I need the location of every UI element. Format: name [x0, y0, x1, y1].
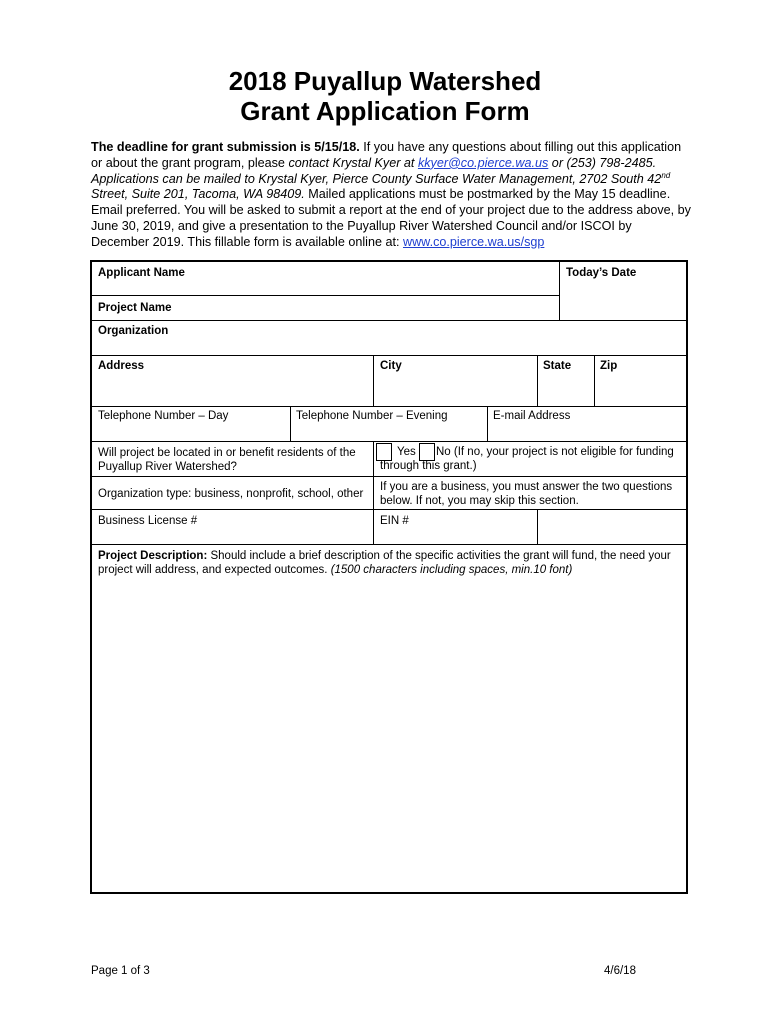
organization-label: Organization [98, 325, 169, 337]
telephone-day-field[interactable] [92, 424, 289, 440]
project-description-label: Project Description: [98, 550, 208, 562]
form-title-line-2: Grant Application Form [240, 96, 530, 126]
applicant-name-label: Applicant Name [98, 267, 185, 279]
project-description-note: (1500 characters including spaces, min.10 font) [330, 564, 573, 576]
todays-date-field[interactable] [561, 282, 685, 319]
city-field[interactable] [375, 374, 536, 405]
no-label: No (If no, your project is not eligible for funding through this grant.) [380, 446, 674, 472]
zip-field[interactable] [596, 374, 685, 405]
mailing-address-text-2: Street, Suite 201, Tacoma, WA 98409. [91, 187, 305, 202]
contact-email-link[interactable]: kkyer@co.pierce.wa.us [417, 155, 549, 170]
city-label: City [380, 360, 402, 372]
state-label: State [543, 360, 572, 372]
email-address-label: E-mail Address [493, 410, 571, 422]
todays-date-label: Today’s Date [566, 267, 637, 279]
telephone-day-label: Telephone Number – Day [98, 410, 229, 422]
business-license-field[interactable] [200, 511, 372, 543]
telephone-evening-field[interactable] [292, 424, 486, 440]
ordinal-suffix: nd [661, 170, 671, 180]
mailing-address-text: Applications can be mailed to Krystal Kyer, Pierce County Surface Water Management, 2702 South 42 [91, 171, 662, 186]
yes-label: Yes [397, 446, 416, 458]
watershed-question-label: Will project be located in or benefit residents of the Puyallup River Watershed? [98, 447, 356, 473]
organization-field[interactable] [92, 338, 686, 354]
project-description-text: Should include a brief description of the specific activities the grant will fund, the need your project will address, and expected outcomes. [98, 550, 671, 576]
organization-type-label: Organization type: business, nonprofit, school, other [98, 488, 364, 500]
contact-phone: or (253) 798-2485. [548, 155, 657, 170]
project-name-label: Project Name [98, 302, 172, 314]
intro-text-1: If you have any questions about filling out this application or about the grant program, please [91, 140, 682, 170]
page-number: Page 1 of 3 [91, 965, 150, 977]
project-name-field[interactable] [180, 297, 558, 319]
applicant-name-field[interactable] [92, 280, 558, 294]
business-note: If you are a business, you must answer the two questions below. If not, you may skip this section. [380, 481, 673, 507]
ein-label: EIN # [380, 515, 409, 527]
project-description-field[interactable] [93, 582, 685, 890]
project-description-prompt [98, 549, 678, 577]
telephone-evening-label: Telephone Number – Evening [296, 410, 448, 422]
ein-field[interactable] [414, 511, 536, 543]
email-address-field[interactable] [489, 424, 685, 440]
zip-label: Zip [600, 360, 618, 372]
business-license-label: Business License # [98, 515, 198, 527]
instructions-paragraph [91, 140, 691, 251]
state-field[interactable] [539, 374, 593, 405]
contact-text: contact Krystal Kyer at [288, 155, 418, 170]
intro-text-2: Mailed applications must be postmarked by the May 15 deadline. Email preferred. You will be asked to submit a report at the end of your project due to the address above, by June 30, 2019, and give a presentation to the Puyallup River Watershed Council and/or ISCOI by December 2019. This fillable form is available online at: [91, 187, 691, 249]
deadline-text: The deadline for grant submission is 5/15/18. [91, 140, 360, 154]
address-label: Address [98, 360, 145, 372]
form-title-line-1: 2018 Puyallup Watershed [228, 66, 542, 96]
website-link[interactable]: www.co.pierce.wa.us/sgp [402, 234, 545, 249]
address-field[interactable] [92, 374, 372, 405]
revision-date: 4/6/18 [604, 965, 636, 977]
